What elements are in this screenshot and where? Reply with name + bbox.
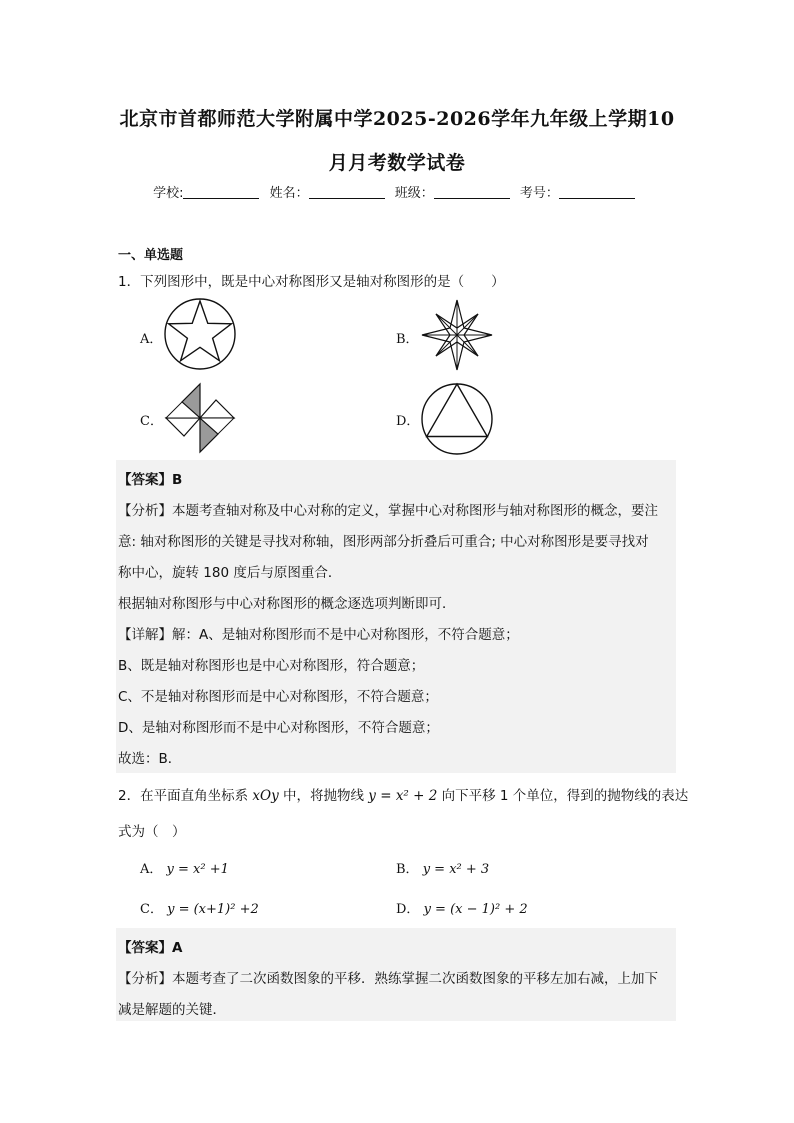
q1-detail-line: 【详解】解：A、是轴对称图形而不是中心对称图形，不符合题意； (118, 627, 519, 643)
q1-analysis-line: 根据轴对称图形与中心对称图形的概念逐选项判断即可． (118, 596, 456, 612)
q2-analysis-line: 减是解题的关键． (118, 1002, 226, 1018)
q2-option-d (396, 898, 528, 917)
q1-detail-line: B、既是轴对称图形也是中心对称图形，符合题意； (118, 658, 425, 674)
name-blank (309, 185, 385, 199)
q2-parabola-eq: y = x² + 2 (368, 788, 438, 804)
name-label: 姓名： (269, 186, 309, 201)
q1-detail-line: C、不是轴对称图形而是中心对称图形，不符合题意； (118, 689, 438, 705)
exam-title-line2: 月月考数学试卷 (328, 152, 466, 174)
q2-option-d-label: D． (396, 902, 420, 917)
q2-option-a (140, 858, 229, 877)
q1-analysis-line: 【分析】本题考查轴对称及中心对称的定义，掌握中心对称图形与轴对称图形的概念，要注 (118, 503, 658, 519)
q1-detail-line: 故选：B． (118, 751, 182, 767)
school-label: 学校: (153, 186, 184, 201)
student-info-row (0, 182, 794, 201)
q2-coord-system: xOy (252, 788, 279, 804)
q2-option-a-expr: y = x² +1 (166, 862, 229, 877)
triangle-in-circle-figure (420, 382, 494, 456)
q1-option-c-label: C． (140, 414, 163, 429)
q2-stem-part: 2．在平面直角坐标系 (118, 788, 249, 804)
q2-option-b-label: B． (396, 862, 419, 877)
school-blank (183, 185, 259, 199)
q1-detail-line: D、是轴对称图形而不是中心对称图形，不符合题意； (118, 720, 439, 736)
compass-star-figure (420, 298, 494, 372)
section-title: 一、单选题 (118, 248, 184, 263)
q2-analysis-line: 【分析】本题考查了二次函数图象的平移．熟练掌握二次函数图象的平移左加右减，上加下 (118, 971, 658, 987)
q2-stem-part: 中，将抛物线 (283, 788, 364, 804)
q2-option-c-expr: y = (x+1)² +2 (167, 902, 259, 917)
q2-stem (118, 784, 688, 804)
q2-stem-line2: 式为（ ） (118, 824, 186, 840)
q1-analysis-line: 称中心，旋转 180 度后与原图重合． (118, 565, 342, 581)
id-blank (559, 185, 635, 199)
pinwheel-figure (164, 382, 236, 454)
q2-option-c-label: C． (140, 902, 163, 917)
q1-stem: 1．下列图形中，既是中心对称图形又是轴对称图形的是（ ） (118, 274, 505, 290)
q1-answer: 【答案】B (118, 472, 183, 488)
q2-stem-part: 向下平移 1 个单位，得到的抛物线的表达 (441, 788, 689, 804)
star-in-circle-figure (162, 296, 238, 372)
q2-answer: 【答案】A (118, 940, 183, 956)
q2-option-c (140, 898, 259, 917)
q1-option-a-label: A． (140, 332, 163, 347)
q2-option-b-expr: y = x² + 3 (422, 862, 490, 877)
q1-analysis-line: 意: 轴对称图形的关键是寻找对称轴，图形两部分折叠后可重合; 中心对称图形是要寻找对 (118, 534, 649, 550)
q1-option-d-label: D． (396, 414, 420, 429)
q1-option-b-label: B． (396, 332, 419, 347)
q2-option-d-expr: y = (x − 1)² + 2 (423, 902, 528, 917)
class-blank (434, 185, 510, 199)
id-label: 考号： (519, 186, 559, 201)
q2-option-b (396, 858, 489, 877)
class-label: 班级： (394, 186, 434, 201)
exam-title-line1: 北京市首都师范大学附属中学2025-2026学年九年级上学期10 (119, 108, 675, 130)
q2-option-a-label: A． (140, 862, 163, 877)
